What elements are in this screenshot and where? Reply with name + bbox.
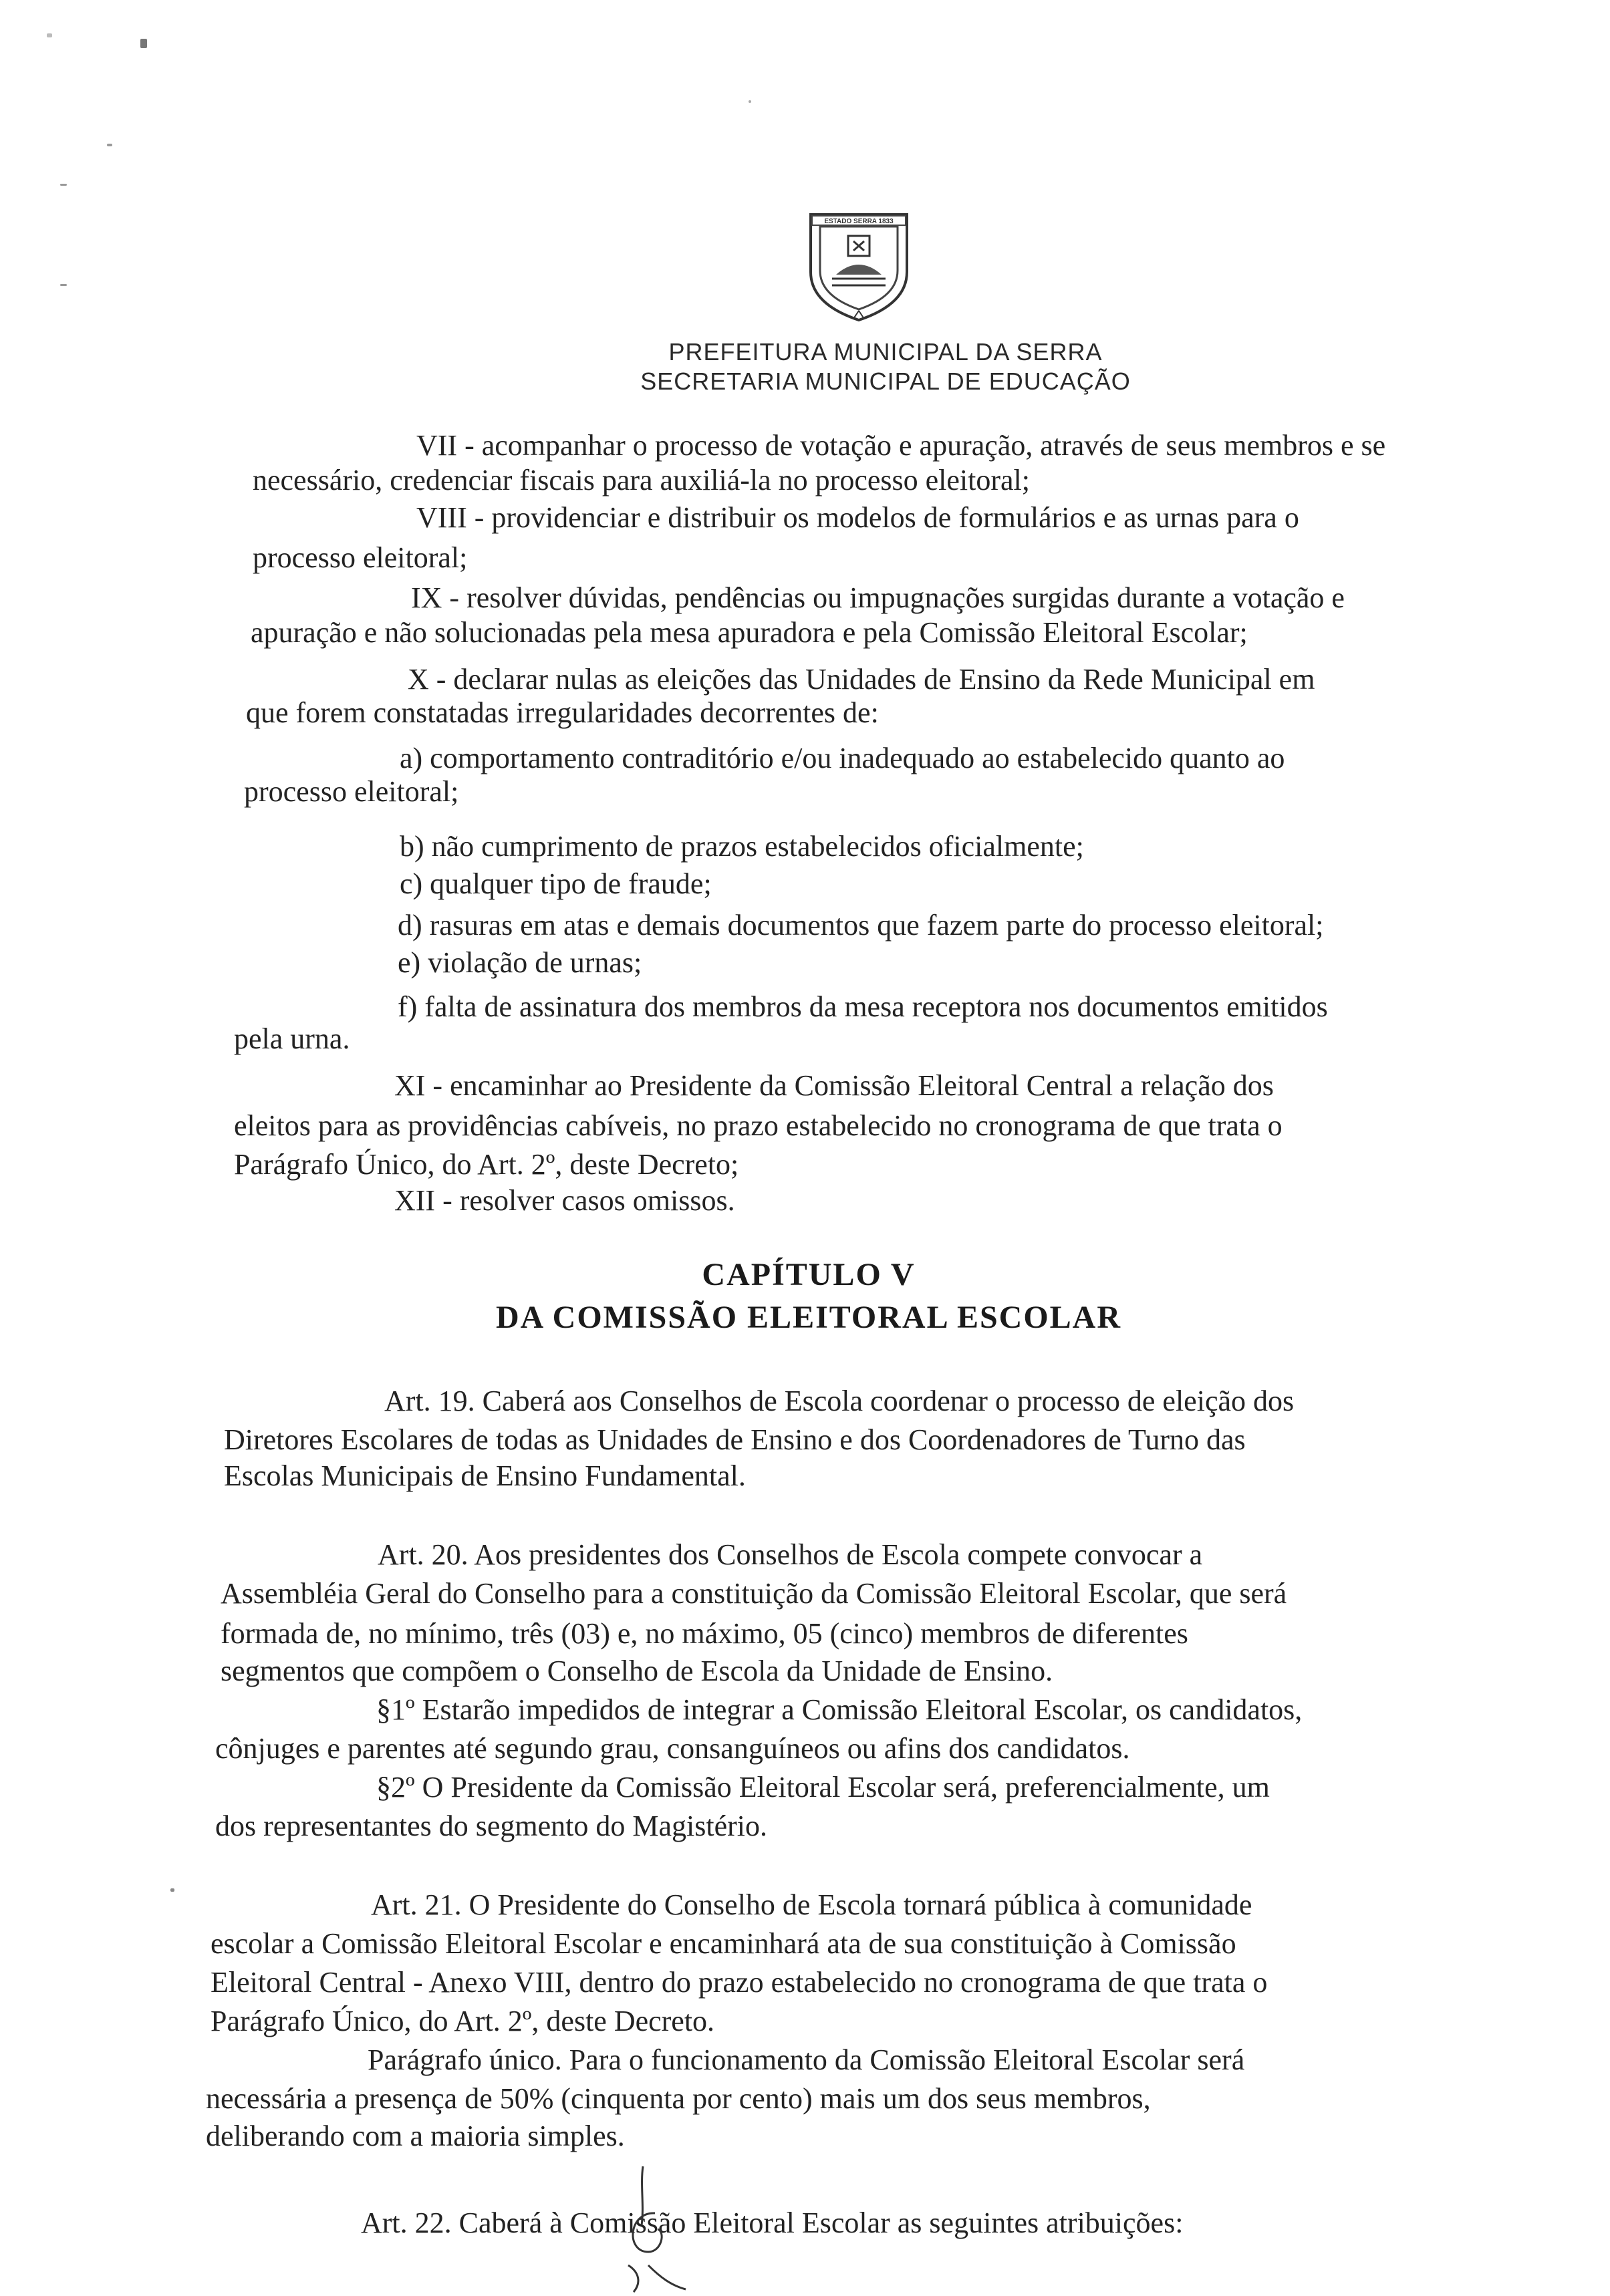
item-xi-line3: Parágrafo Único, do Art. 2º, deste Decreto; [234,1148,739,1181]
chapter-title: CAPÍTULO V [702,1257,916,1292]
art21-line4: Parágrafo Único, do Art. 2º, deste Decreto. [211,2005,715,2037]
item-e: e) violação de urnas; [398,946,642,979]
scan-speck [170,1888,174,1892]
art20-line3: formada de, no mínimo, três (03) e, no máximo, 05 (cinco) membros de diferentes [221,1617,1188,1650]
scan-speck [107,144,112,146]
item-viii-line2: processo eleitoral; [253,541,468,574]
scan-speck [47,33,52,37]
item-a-line1: a) comportamento contraditório e/ou inadequado ao estabelecido quanto ao [400,742,1285,774]
item-vii-line1: VII - acompanhar o processo de votação e apuração, através de seus membros e se [416,429,1386,462]
art20-par1-line2: cônjuges e parentes até segundo grau, consanguíneos ou afins dos candidatos. [215,1732,1130,1765]
art20-line4: segmentos que compõem o Conselho de Escola da Unidade de Ensino. [221,1655,1053,1687]
chapter-subtitle: DA COMISSÃO ELEITORAL ESCOLAR [495,1300,1121,1335]
header-secretariat: SECRETARIA MUNICIPAL DE EDUCAÇÃO [640,368,1131,395]
art21-sole-par-line1: Parágrafo único. Para o funcionamento da Comissão Eleitoral Escolar será [368,2043,1245,2076]
item-xi-line2: eleitos para as providências cabíveis, no prazo estabelecido no cronograma de que trata o [234,1109,1283,1142]
scan-speck [60,284,67,286]
art22-line1: Art. 22. Caberá à Comissão Eleitoral Escolar as seguintes atribuições: [361,2206,1184,2239]
item-x-line2: que forem constatadas irregularidades decorrentes de: [246,696,879,729]
item-x-line1: X - declarar nulas as eleições das Unidades de Ensino da Rede Municipal em [408,663,1315,696]
item-xi-line1: XI - encaminhar ao Presidente da Comissão Eleitoral Central a relação dos [394,1069,1274,1102]
item-ix-line2: apuração e não solucionadas pela mesa apuradora e pela Comissão Eleitoral Escolar; [251,616,1248,649]
scan-speck [749,100,751,103]
art20-par2-line1: §2º O Presidente da Comissão Eleitoral Escolar será, preferencialmente, um [376,1771,1270,1804]
art21-line2: escolar a Comissão Eleitoral Escolar e encaminhará ata de sua constituição à Comissão [211,1927,1236,1960]
item-c: c) qualquer tipo de fraude; [400,867,712,900]
header-municipality: PREFEITURA MUNICIPAL DA SERRA [668,338,1103,366]
item-ix-line1: IX - resolver dúvidas, pendências ou impugnações surgidas durante a votação e [411,581,1345,614]
art19-line3: Escolas Municipais de Ensino Fundamental. [224,1459,746,1492]
item-b: b) não cumprimento de prazos estabelecidos oficialmente; [400,830,1084,863]
handwritten-initials-icon [601,2165,695,2296]
art20-line2: Assembléia Geral do Conselho para a constituição da Comissão Eleitoral Escolar, que será [221,1577,1287,1610]
art20-par2-line2: dos representantes do segmento do Magistério. [215,1810,768,1842]
art20-par1-line1: §1º Estarão impedidos de integrar a Comissão Eleitoral Escolar, os candidatos, [376,1693,1303,1726]
art21-sole-par-line2: necessária a presença de 50% (cinquenta por cento) mais um dos seus membros, [206,2082,1151,2115]
art19-line1: Art. 19. Caberá aos Conselhos de Escola coordenar o processo de eleição dos [384,1385,1295,1417]
scan-speck [60,184,67,186]
art19-line2: Diretores Escolares de todas as Unidades de Ensino e dos Coordenadores de Turno das [224,1423,1246,1456]
art21-line3: Eleitoral Central - Anexo VIII, dentro do prazo estabelecido no cronograma de que trata o [211,1966,1268,1999]
item-viii-line1: VIII - providenciar e distribuir os modelos de formulários e as urnas para o [416,501,1299,534]
item-a-line2: processo eleitoral; [244,775,459,808]
municipal-crest-icon [805,210,912,323]
scan-speck [140,39,147,48]
art20-line1: Art. 20. Aos presidentes dos Conselhos de Escola compete convocar a [378,1538,1203,1571]
item-xii: XII - resolver casos omissos. [394,1184,735,1217]
item-f-line2: pela urna. [234,1022,350,1055]
item-f-line1: f) falta de assinatura dos membros da mesa receptora nos documentos emitidos [398,990,1328,1023]
art21-line1: Art. 21. O Presidente do Conselho de Escola tornará pública à comunidade [371,1888,1252,1921]
crest-text: ESTADO SERRA 1833 [824,218,894,225]
art21-sole-par-line3: deliberando com a maioria simples. [206,2120,625,2152]
item-vii-line2: necessário, credenciar fiscais para auxiliá-la no processo eleitoral; [253,464,1030,496]
item-d: d) rasuras em atas e demais documentos que fazem parte do processo eleitoral; [398,909,1324,942]
